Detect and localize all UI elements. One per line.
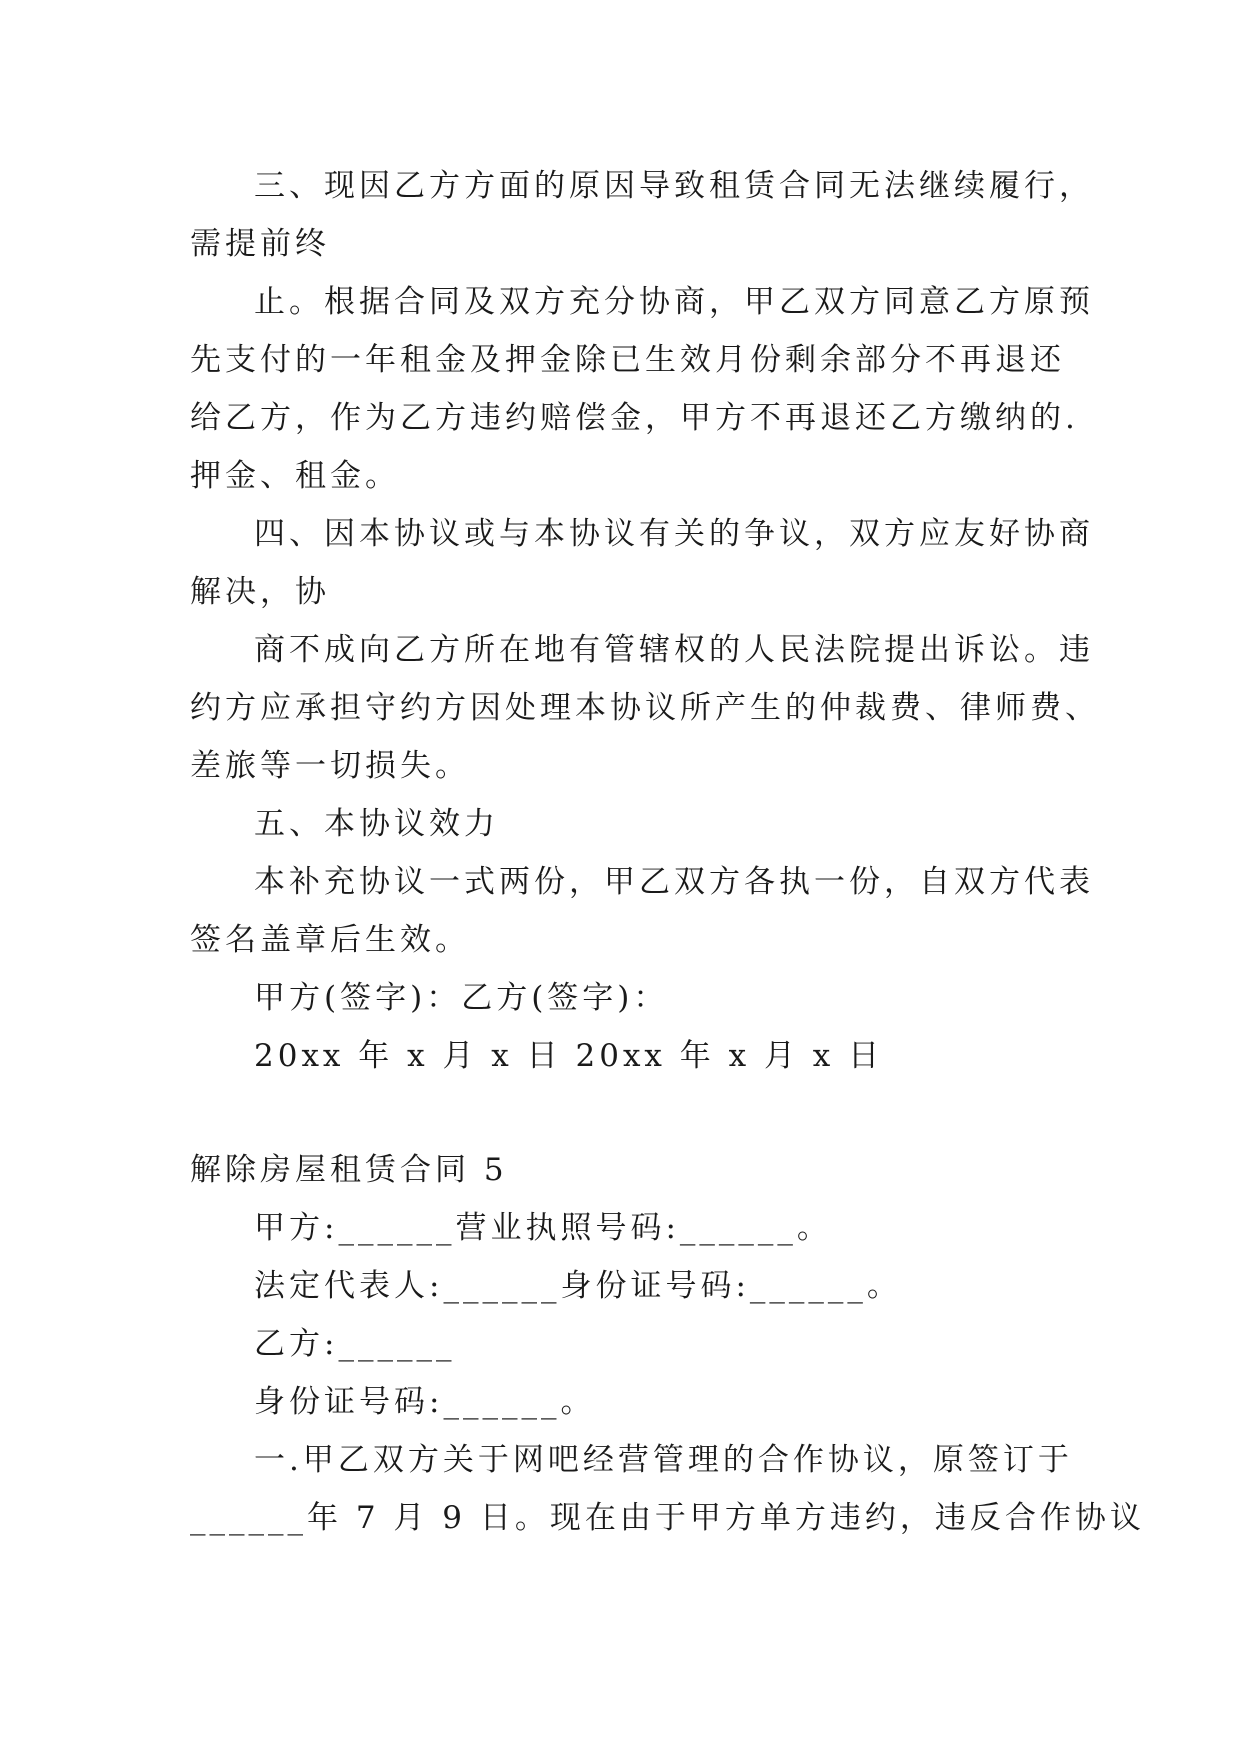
section-title: 解除房屋租赁合同 5 [190,1152,508,1188]
clause-4-line-4: 约方应承担守约方因处理本协议所产生的仲裁费、律师费、 [190,690,1100,726]
party-a-line: 甲方:______营业执照号码:______。 [254,1210,832,1246]
clause-4-line-5: 差旅等一切损失。 [190,748,470,784]
date-line: 20xx 年 x 月 x 日 20xx 年 x 月 x 日 [254,1038,884,1074]
clause-5-line-2: 签名盖章后生效。 [190,922,470,958]
party-b-line: 乙方:______ [254,1326,456,1362]
clause-4-line-1: 四、因本协议或与本协议有关的争议，双方应友好协商 [254,516,1094,552]
clause-3-line-6: 押金、租金。 [190,458,400,494]
clause-3-line-2: 需提前终 [190,226,330,262]
clause-3-line-5: 给乙方，作为乙方违约赔偿金，甲方不再退还乙方缴纳的. [190,400,1079,436]
id-number-line: 身份证号码:______。 [254,1384,596,1420]
signature-line: 甲方(签字)：乙方(签字)： [254,980,669,1016]
legal-rep-line: 法定代表人:______身份证号码:______。 [254,1268,902,1304]
clause-4-line-2: 解决，协 [190,574,330,610]
clause-4-line-3: 商不成向乙方所在地有管辖权的人民法院提出诉讼。违 [254,632,1094,668]
clause-3-line-3: 止。根据合同及双方充分协商，甲乙双方同意乙方原预 [254,284,1094,320]
article-1-line-1: 一.甲乙双方关于网吧经营管理的合作协议，原签订于 [254,1442,1073,1478]
clause-3-line-1: 三、现因乙方方面的原因导致租赁合同无法继续履行， [254,168,1094,204]
clause-5-heading: 五、本协议效力 [254,806,499,842]
clause-5-line-1: 本补充协议一式两份，甲乙双方各执一份，自双方代表 [254,864,1094,900]
article-1-line-2: ______年 7 月 9 日。现在由于甲方单方违约，违反合作协议 [190,1500,1145,1536]
clause-3-line-4: 先支付的一年租金及押金除已生效月份剩余部分不再退还 [190,342,1065,378]
